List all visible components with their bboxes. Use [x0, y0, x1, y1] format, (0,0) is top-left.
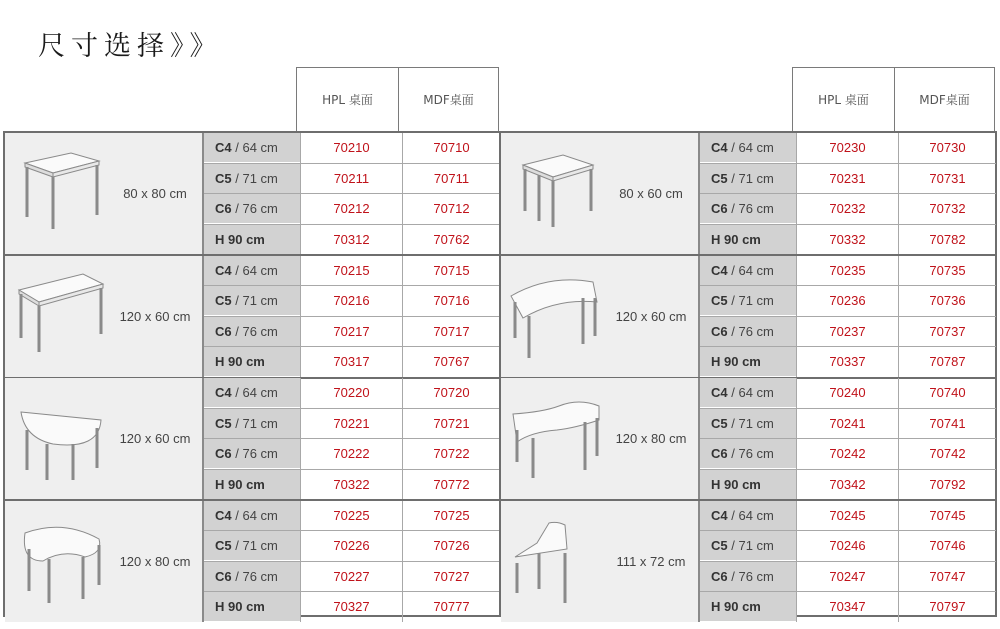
trapezoid-table-icon: [509, 513, 601, 609]
height-class-size: / 64 cm: [727, 140, 774, 155]
height-class: [700, 164, 796, 193]
right-column-header: [792, 67, 995, 131]
column-divider: [202, 133, 204, 254]
table-row: [700, 317, 996, 347]
table-row: [700, 378, 996, 408]
height-class-code: H 90 cm: [711, 231, 761, 247]
height-class: [204, 501, 300, 530]
height-class: [700, 409, 796, 438]
table-image-cell: [501, 501, 698, 622]
column-divider: [796, 133, 797, 254]
mdf-code: 70747: [929, 568, 966, 584]
hpl-code: 70337: [829, 354, 866, 369]
mdf-code: 70721: [433, 415, 470, 431]
curved-table-icon: [509, 268, 601, 364]
mdf-code: 70717: [433, 323, 470, 339]
table-image-cell: [5, 133, 202, 254]
left-column-header: [296, 67, 499, 131]
size-group: [501, 501, 995, 623]
height-class-code: C5: [711, 170, 728, 186]
height-class: [204, 225, 300, 254]
hpl-code: 70216: [333, 293, 370, 308]
hpl-code: 70231: [829, 170, 866, 186]
height-class-size: / 76 cm: [727, 446, 774, 461]
code-table: [204, 256, 500, 377]
mdf-code: 70716: [433, 293, 470, 308]
hpl-code: 70247: [829, 568, 866, 584]
column-divider: [402, 501, 403, 622]
code-table: [700, 133, 996, 254]
code-table: [204, 133, 500, 254]
height-class: [700, 225, 796, 254]
mdf-code: 70746: [929, 538, 966, 553]
height-class-code: H 90 cm: [711, 354, 761, 369]
column-divider: [402, 256, 403, 377]
code-table: [700, 501, 996, 622]
height-class-code: H 90 cm: [711, 476, 761, 492]
hpl-code: 70241: [829, 415, 866, 431]
table-row: [700, 164, 996, 194]
height-class-size: / 76 cm: [231, 201, 278, 216]
table-row: [204, 378, 500, 408]
column-divider: [796, 501, 797, 622]
hpl-code: 70211: [333, 170, 370, 186]
height-class: [700, 133, 796, 162]
column-divider: [402, 378, 403, 499]
height-class: [204, 164, 300, 193]
height-class-code: C5: [215, 293, 232, 308]
mdf-code: 70762: [433, 231, 470, 247]
column-divider: [300, 501, 301, 622]
height-class: [700, 531, 796, 560]
column-divider: [898, 501, 899, 622]
height-class: [700, 470, 796, 499]
height-class-size: / 76 cm: [727, 323, 774, 339]
half-round-table-icon: [13, 390, 105, 486]
table-row: [700, 256, 996, 286]
mdf-code: 70711: [433, 170, 470, 186]
hpl-code: 70327: [333, 599, 370, 614]
column-divider: [898, 133, 899, 254]
column-divider: [698, 378, 700, 499]
table-row: [204, 531, 500, 561]
height-class-size: / 64 cm: [231, 262, 278, 278]
hpl-code: 70332: [829, 231, 866, 247]
height-class-code: C4: [215, 385, 232, 400]
hpl-code: 70240: [829, 385, 866, 400]
code-table: [204, 501, 500, 622]
height-class-code: H 90 cm: [711, 599, 761, 614]
mdf-code: 70727: [433, 568, 470, 584]
hpl-code: 70230: [829, 140, 866, 155]
table-row: [204, 592, 500, 622]
height-class-code: C6: [711, 568, 728, 584]
height-class-code: C5: [215, 170, 232, 186]
mdf-code: 70767: [433, 354, 470, 369]
height-class-code: C6: [215, 568, 232, 584]
height-class: [204, 317, 300, 346]
table-row: [700, 286, 996, 316]
table-dimension: 120 x 80 cm: [119, 553, 191, 569]
height-class-size: / 64 cm: [727, 262, 774, 278]
height-class: [204, 347, 300, 376]
height-class: [700, 317, 796, 346]
table-image-cell: [501, 256, 698, 377]
table-dimension: 120 x 80 cm: [615, 431, 687, 446]
height-class-code: C5: [215, 538, 232, 553]
table-row: [700, 409, 996, 439]
hpl-code: 70236: [829, 293, 866, 308]
height-class: [204, 531, 300, 560]
height-class-code: H 90 cm: [215, 476, 265, 492]
table-row: [204, 317, 500, 347]
size-group: [5, 501, 499, 623]
height-class-size: / 71 cm: [727, 170, 774, 186]
height-class: [204, 470, 300, 499]
hpl-code: 70232: [829, 201, 866, 216]
height-class-code: C6: [215, 323, 232, 339]
height-class: [204, 133, 300, 162]
height-class-size: / 71 cm: [231, 415, 278, 431]
mdf-code: 70732: [929, 201, 966, 216]
column-divider: [898, 378, 899, 499]
hpl-code: 70225: [333, 507, 370, 523]
column-divider: [300, 133, 301, 254]
hpl-code: 70245: [829, 507, 866, 523]
wave-table-icon: [509, 390, 601, 486]
hpl-header: HPL 桌面: [322, 93, 373, 107]
hpl-code: 70212: [333, 201, 370, 216]
height-class-code: C4: [711, 507, 728, 523]
mdf-code: 70797: [929, 599, 966, 614]
table-row: [204, 286, 500, 316]
height-class-code: C4: [711, 140, 728, 155]
table-row: [700, 439, 996, 469]
code-table: [204, 378, 500, 499]
height-class-code: C4: [711, 262, 728, 278]
size-group: [5, 133, 499, 255]
table-row: [204, 501, 500, 531]
height-class-size: / 71 cm: [231, 170, 278, 186]
square-table-icon: [13, 145, 105, 241]
size-group: [5, 256, 499, 378]
hpl-code: 70221: [333, 415, 370, 431]
height-class: [204, 194, 300, 223]
table-dimension: 80 x 80 cm: [123, 186, 187, 201]
hpl-code: 70215: [333, 262, 370, 278]
mdf-code: 70772: [433, 476, 470, 492]
hpl-code: 70246: [829, 538, 866, 553]
column-divider: [202, 256, 204, 377]
hpl-code: 70312: [333, 231, 370, 247]
mdf-code: 70777: [433, 599, 470, 614]
size-group: [501, 256, 995, 378]
column-divider: [202, 378, 204, 499]
mdf-header: MDF桌面: [398, 68, 498, 131]
height-class-size: / 71 cm: [727, 293, 774, 308]
mdf-code: 70736: [929, 293, 966, 308]
height-class-size: / 64 cm: [231, 140, 278, 155]
mdf-code: 70735: [929, 262, 966, 278]
mdf-code: 70782: [929, 231, 966, 247]
height-class-code: C6: [711, 201, 728, 216]
mdf-code: 70725: [433, 507, 470, 523]
table-row: [700, 501, 996, 531]
height-class-code: C4: [711, 385, 728, 400]
column-divider: [202, 501, 204, 622]
mdf-code: 70792: [929, 476, 966, 492]
mdf-header: MDF桌面: [894, 68, 994, 131]
column-divider: [402, 133, 403, 254]
column-divider: [796, 378, 797, 499]
table-row: [204, 470, 500, 500]
mdf-code: 70742: [929, 446, 966, 461]
hpl-code: 70222: [333, 446, 370, 461]
height-class: [700, 562, 796, 591]
table-row: [700, 592, 996, 622]
height-class-code: C6: [711, 323, 728, 339]
table-row: [204, 347, 500, 377]
height-class: [700, 378, 796, 407]
height-class-code: C4: [215, 262, 232, 278]
height-class-size: / 76 cm: [231, 323, 278, 339]
height-class: [204, 562, 300, 591]
column-divider: [698, 501, 700, 622]
hpl-code: 70210: [333, 140, 370, 155]
height-class: [700, 256, 796, 285]
height-class: [700, 439, 796, 468]
column-divider: [698, 256, 700, 377]
height-class-code: C5: [215, 415, 232, 431]
mdf-code: 70787: [929, 354, 966, 369]
table-row: [204, 439, 500, 469]
table-row: [700, 470, 996, 500]
height-class-code: H 90 cm: [215, 231, 265, 247]
hpl-code: 70217: [333, 323, 370, 339]
column-divider: [796, 256, 797, 377]
hpl-code: 70227: [333, 568, 370, 584]
table-row: [700, 194, 996, 224]
height-class-size: / 64 cm: [231, 507, 278, 523]
hpl-code: 70237: [829, 323, 866, 339]
hpl-code: 70235: [829, 262, 866, 278]
height-class: [700, 286, 796, 315]
right-size-table: [499, 131, 997, 617]
height-class-code: C5: [711, 538, 728, 553]
mdf-code: 70710: [433, 140, 470, 155]
height-class-size: / 71 cm: [231, 538, 278, 553]
table-row: [204, 409, 500, 439]
column-divider: [898, 256, 899, 377]
height-class: [700, 194, 796, 223]
left-size-table: [3, 131, 501, 617]
table-row: [204, 194, 500, 224]
mdf-code: 70722: [433, 446, 470, 461]
table-row: [700, 225, 996, 255]
height-class: [204, 409, 300, 438]
height-class-size: / 64 cm: [727, 507, 774, 523]
mdf-code: 70731: [929, 170, 966, 186]
mdf-code: 70712: [433, 201, 470, 216]
mdf-code: 70720: [433, 385, 470, 400]
hpl-code: 70342: [829, 476, 866, 492]
table-row: [204, 225, 500, 255]
table-row: [204, 256, 500, 286]
height-class-size: / 76 cm: [727, 568, 774, 584]
height-class-code: H 90 cm: [215, 599, 265, 614]
height-class-code: C5: [711, 293, 728, 308]
mdf-code: 70745: [929, 507, 966, 523]
height-class: [700, 501, 796, 530]
hpl-code: 70347: [829, 599, 866, 614]
height-class-code: C6: [215, 201, 232, 216]
height-class-code: H 90 cm: [215, 354, 265, 369]
height-class-size: / 64 cm: [727, 385, 774, 400]
size-group: [5, 378, 499, 500]
table-dimension: 111 x 72 cm: [616, 553, 686, 569]
table-image-cell: [5, 378, 202, 499]
hpl-code: 70322: [333, 476, 370, 492]
hpl-code: 70220: [333, 385, 370, 400]
table-image-cell: [5, 501, 202, 622]
page-title: 尺寸选择》》: [38, 31, 223, 62]
height-class-size: / 76 cm: [231, 446, 278, 461]
table-dimension: 120 x 60 cm: [119, 431, 191, 446]
height-class-size: / 76 cm: [231, 568, 278, 584]
hpl-code: 70317: [333, 354, 370, 369]
height-class: [204, 439, 300, 468]
height-class-code: C4: [215, 507, 232, 523]
height-class-size: / 71 cm: [231, 293, 278, 308]
height-class-code: C5: [711, 415, 728, 431]
table-row: [204, 164, 500, 194]
mdf-code: 70715: [433, 262, 470, 278]
height-class-size: / 71 cm: [727, 538, 774, 553]
table-dimension: 120 x 60 cm: [119, 308, 191, 324]
table-row: [700, 133, 996, 163]
mdf-code: 70740: [929, 385, 966, 400]
table-dimension: 80 x 60 cm: [619, 186, 683, 201]
column-divider: [300, 256, 301, 377]
height-class-size: / 64 cm: [231, 385, 278, 400]
size-group: [501, 133, 995, 255]
rect-table-icon: [13, 268, 105, 364]
height-class: [700, 347, 796, 376]
hpl-header: HPL 桌面: [818, 93, 869, 107]
table-dimension: 120 x 60 cm: [615, 308, 687, 324]
small-rect-table-icon: [509, 145, 601, 241]
height-class-size: / 71 cm: [727, 415, 774, 431]
height-class-code: C6: [711, 446, 728, 461]
height-class: [204, 378, 300, 407]
column-divider: [300, 378, 301, 499]
kidney-table-icon: [13, 513, 105, 609]
table-image-cell: [501, 133, 698, 254]
table-row: [700, 347, 996, 377]
code-table: [700, 378, 996, 499]
code-table: [700, 256, 996, 377]
hpl-code: 70226: [333, 538, 370, 553]
height-class: [700, 592, 796, 621]
height-class: [204, 592, 300, 621]
table-row: [700, 531, 996, 561]
height-class-code: C6: [215, 446, 232, 461]
height-class: [204, 256, 300, 285]
table-row: [204, 562, 500, 592]
table-image-cell: [5, 256, 202, 377]
mdf-code: 70730: [929, 140, 966, 155]
hpl-code: 70242: [829, 446, 866, 461]
column-divider: [698, 133, 700, 254]
height-class-size: / 76 cm: [727, 201, 774, 216]
mdf-code: 70726: [433, 538, 470, 553]
height-class: [204, 286, 300, 315]
size-group: [501, 378, 995, 500]
mdf-code: 70737: [929, 323, 966, 339]
mdf-code: 70741: [929, 415, 966, 431]
table-row: [204, 133, 500, 163]
table-image-cell: [501, 378, 698, 499]
height-class-code: C4: [215, 140, 232, 155]
table-row: [700, 562, 996, 592]
